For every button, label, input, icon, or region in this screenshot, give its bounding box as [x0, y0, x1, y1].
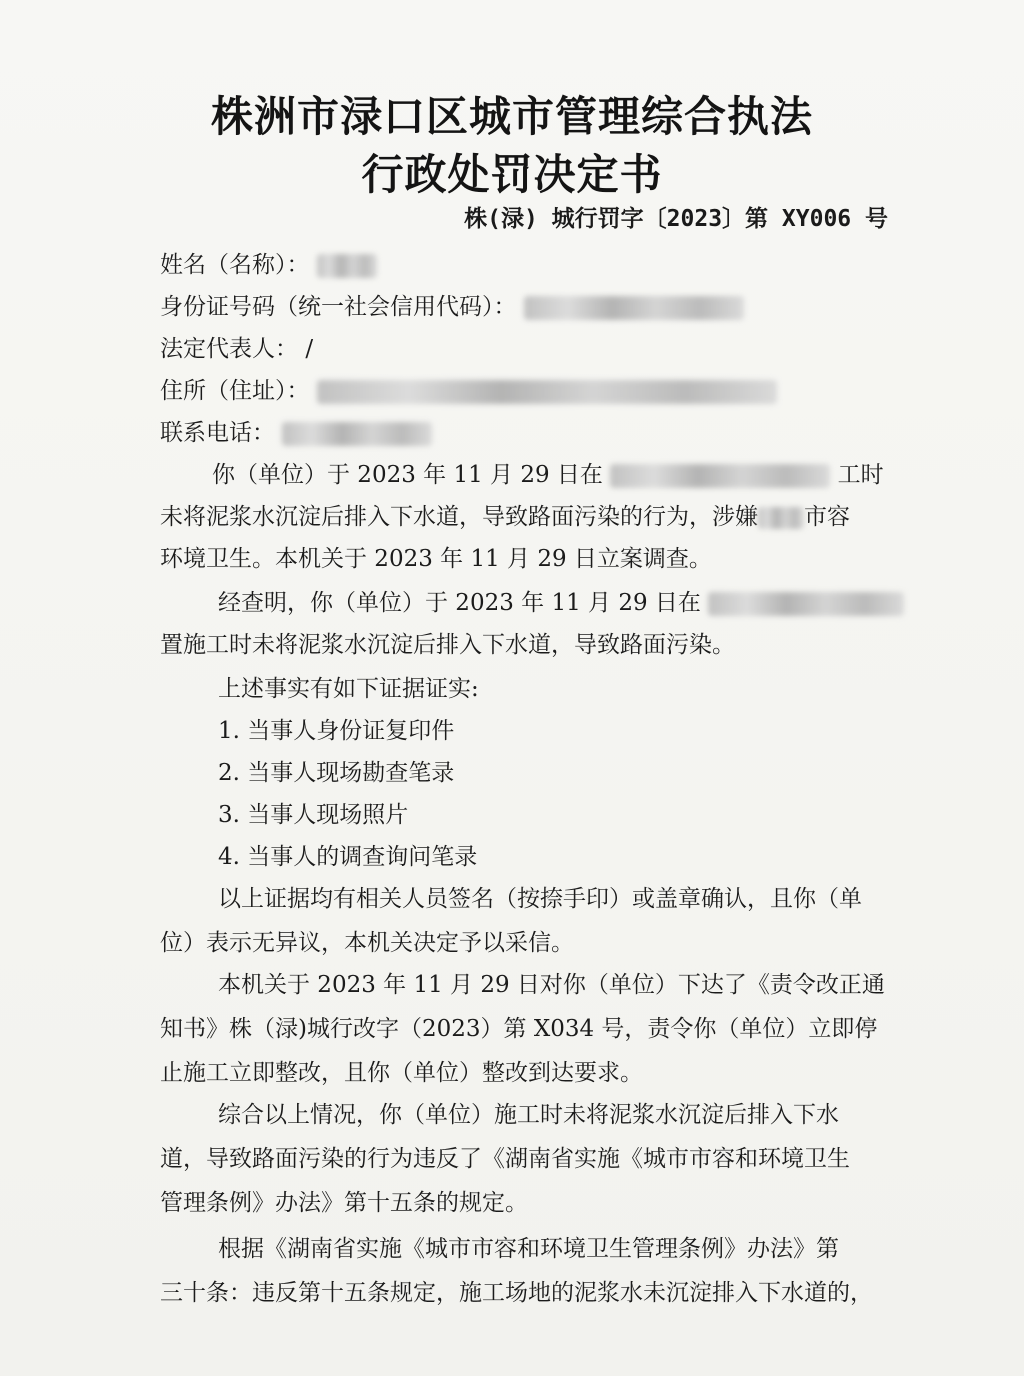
- paragraph-1-line-2: [160, 502, 850, 532]
- paragraph-1-line-3: 环境卫生。本机关于 2023 年 11 月 29 日立案调查。: [160, 546, 712, 572]
- address-label: 住所（住址）：: [160, 378, 310, 404]
- name-label: 姓名（名称）：: [160, 252, 310, 278]
- redacted-phone: [282, 422, 432, 446]
- document-subtitle: 行政处罚决定书: [361, 150, 663, 199]
- paragraph-5-line-2: 知书》株（渌)城行改字（2023）第 X034 号，责令你（单位）立即停: [160, 1016, 878, 1042]
- redacted-id: [524, 296, 744, 320]
- phone-label: 联系电话：: [160, 420, 275, 446]
- paragraph-4-line-2: 位）表示无异议，本机关决定予以采信。: [160, 930, 574, 956]
- evidence-item: 1. 当事人身份证复印件: [218, 718, 455, 744]
- evidence-item: 3. 当事人现场照片: [218, 802, 409, 828]
- redacted-word: [758, 507, 804, 529]
- redacted-location-2: [708, 592, 904, 616]
- paragraph-6-line-2: 道，导致路面污染的行为违反了《湖南省实施《城市市容和环境卫生: [160, 1146, 850, 1172]
- paragraph-4-line-1: 以上证据均有相关人员签名（按捺手印）或盖章确认，且你（单: [218, 886, 862, 912]
- p1-text-a-tail: 工时: [837, 462, 884, 488]
- id-row: [160, 292, 744, 322]
- redacted-name: [317, 254, 377, 278]
- rep-row: [160, 334, 313, 364]
- p1-text-b: 未将泥浆水沉淀后排入下水道，导致路面污染的行为，涉嫌: [160, 504, 758, 530]
- evidence-item: 2. 当事人现场勘查笔录: [218, 760, 455, 786]
- rep-label: 法定代表人：: [160, 336, 298, 362]
- evidence-item: 4. 当事人的调查询问笔录: [218, 844, 478, 870]
- p2-text-a: 经查明，你（单位）于 2023 年 11 月 29 日在: [218, 590, 701, 616]
- p1-text-a: 你（单位）于 2023 年 11 月 29 日在: [212, 462, 603, 488]
- id-label: 身份证号码（统一社会信用代码）：: [160, 294, 517, 320]
- paragraph-6-line-1: 综合以上情况，你（单位）施工时未将泥浆水沉淀后排入下水: [218, 1102, 839, 1128]
- document-number: 株(渌) 城行罚字〔2023〕第 XY006 号: [464, 206, 888, 232]
- document-title: 株洲市渌口区城市管理综合执法: [210, 92, 813, 141]
- redacted-address: [317, 380, 777, 404]
- paragraph-1-line-1: [212, 460, 884, 490]
- paragraph-2-line-1: [218, 588, 904, 618]
- paragraph-5-line-3: 止施工立即整改，且你（单位）整改到达要求。: [160, 1060, 643, 1086]
- name-row: [160, 250, 377, 280]
- redacted-location: [610, 464, 830, 488]
- p1-text-b-tail: 市容: [804, 504, 850, 530]
- address-row: [160, 376, 777, 406]
- paragraph-6-line-3: 管理条例》办法》第十五条的规定。: [160, 1190, 528, 1216]
- rep-value: /: [305, 336, 314, 362]
- paragraph-2-line-2: 置施工时未将泥浆水沉淀后排入下水道，导致路面污染。: [160, 632, 735, 658]
- paragraph-5-line-1: 本机关于 2023 年 11 月 29 日对你（单位）下达了《责令改正通: [218, 972, 885, 998]
- paragraph-7-line-2: 三十条：违反第十五条规定，施工场地的泥浆水未沉淀排入下水道的，: [160, 1280, 873, 1306]
- phone-row: [160, 418, 432, 448]
- paragraph-7-line-1: 根据《湖南省实施《城市市容和环境卫生管理条例》办法》第: [218, 1236, 839, 1262]
- evidence-intro: 上述事实有如下证据证实:: [218, 676, 479, 702]
